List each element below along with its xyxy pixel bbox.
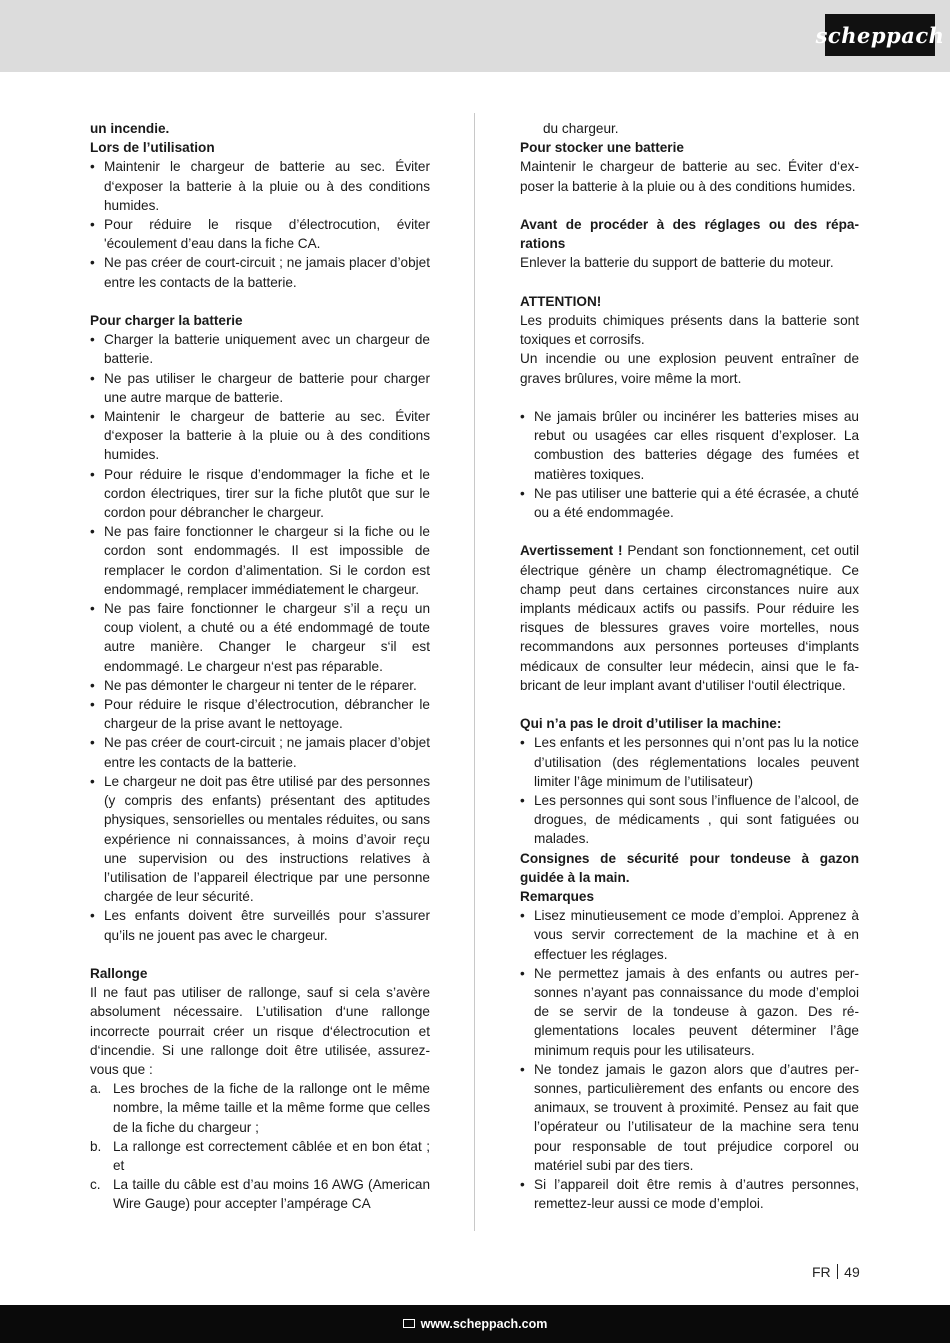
list-item: • Ne jamais brûler ou incinérer les batteries mises au rebut ou usagées car elles risquent d’exploser. La combustion des batteries dégage des fumées et matières toxiques. bbox=[520, 407, 859, 484]
section-title-adjustments: Avant de procéder à des réglages ou des réparations bbox=[520, 217, 859, 252]
list-marker: c. bbox=[90, 1177, 101, 1193]
list-item: • Ne permettez jamais à des enfants ou autres personnes n’ayant pas connaissance du mode d’emploi de se servir de la tondeuse à gazon. Des réglementations locales peuvent déterminer l’âge minimum requis pour les utilisateurs. bbox=[520, 964, 859, 1060]
list-item: • Ne pas faire fonctionner le chargeur si la fiche ou le cordon sont endommagés. Il est impossible de remplacer le cordon d’alimentation. Si le cordon est endommagé, remplacer immédiatement le chargeur. bbox=[90, 522, 430, 599]
list-marker: b. bbox=[90, 1138, 102, 1154]
warning-paragraph bbox=[520, 541, 859, 695]
section-title-charging: Pour charger la batterie bbox=[90, 313, 243, 329]
attention-text: Un incendie ou une explosion peuvent entraîner de graves brûlures, voire même la mort. bbox=[520, 351, 859, 386]
continued-text: du chargeur. bbox=[543, 121, 619, 136]
list-item: • Ne pas créer de court-circuit ; ne jamais placer d’objet entre les contacts de la batterie. bbox=[90, 253, 430, 291]
adjustments-text: Enlever la batterie du support de batterie du moteur. bbox=[520, 255, 834, 271]
list-item bbox=[90, 1137, 430, 1175]
list-item: • Ne pas faire fonctionner le chargeur s’il a reçu un coup violent, a chuté ou a été endommagé de toute autre manière. Changer le chargeur s‘il est endommagé. Le chargeur n‘est pas réparable. bbox=[90, 599, 430, 676]
section-subtitle-remarks: Remarques bbox=[520, 889, 595, 905]
list-item: • Ne pas utiliser le chargeur de batterie pour charger une autre marque de batterie. bbox=[90, 369, 430, 407]
page-separator bbox=[837, 1264, 839, 1279]
list-item: • Les enfants doivent être surveillés pour s’assurer qu’ils ne jouent pas avec le chargeur. bbox=[90, 906, 430, 944]
scheppach-logo: scheppach bbox=[825, 14, 935, 56]
monitor-icon bbox=[403, 1319, 415, 1328]
list-item: • Pour réduire le risque d’électrocution, éviter 'écoulement d’eau dans la fiche CA. bbox=[90, 215, 430, 253]
list-item: • Le chargeur ne doit pas être utilisé par des personnes (y compris des enfants) présentant des aptitudes physiques, sensorielles ou mentales réduites, ou sans expérience ni connaissances, à moins d’avoir reçu une supervision ou des instructions relatives à l’utilisation de l’appareil électrique par une personne chargée de leur sécurité. bbox=[90, 772, 430, 906]
attention-list bbox=[520, 407, 859, 522]
section-title-mower-safety: Consignes de sécurité pour tondeuse à gazon guidée à la main. bbox=[520, 850, 859, 885]
usage-list bbox=[90, 157, 430, 291]
continued-text: un incendie. bbox=[90, 121, 170, 136]
warning-lead: Avertissement ! bbox=[520, 543, 623, 559]
attention-text: Les produits chimiques présents dans la batterie sont toxiques et corrosifs. bbox=[520, 313, 859, 348]
list-item bbox=[90, 1175, 430, 1213]
section-title-usage: Lors de l’utilisation bbox=[90, 140, 215, 156]
storage-text: Maintenir le chargeur de batterie au sec. Éviter d‘exposer la batterie à la pluie ou à des conditions humides. bbox=[520, 159, 859, 194]
right-column bbox=[520, 119, 859, 1214]
list-item: • Pour réduire le risque d’électrocution, débrancher le chargeur de la prise avant le nettoyage. bbox=[90, 695, 430, 733]
language-code: FR bbox=[812, 1264, 831, 1280]
list-item: • Maintenir le chargeur de batterie au sec. Éviter d‘exposer la batterie à la pluie ou à des conditions humides. bbox=[90, 157, 430, 215]
list-item: • Maintenir le chargeur de batterie au sec. Éviter d‘exposer la batterie à la pluie ou à des conditions humides. bbox=[90, 407, 430, 465]
list-item: • Ne pas créer de court-circuit ; ne jamais placer d’objet entre les contacts de la batterie. bbox=[90, 733, 430, 771]
charging-list bbox=[90, 330, 430, 945]
list-item-text: La taille du câble est d’au moins 16 AWG (American Wire Gauge) pour accepter l’ampérage CA bbox=[113, 1177, 430, 1212]
section-title-restrictions: Qui n’a pas le droit d’utiliser la machine: bbox=[520, 716, 782, 732]
list-item: • Charger la batterie uniquement avec un chargeur de batterie. bbox=[90, 330, 430, 368]
list-item bbox=[90, 1079, 430, 1137]
list-item: • Lisez minutieusement ce mode d’emploi. Apprenez à vous servir correctement de la machine et à en effectuer les réglages. bbox=[520, 906, 859, 964]
list-item: • Les enfants et les personnes qui n’ont pas lu la notice d’utilisation (des réglementations locales peuvent limiter l’âge minimum de l’utilisateur) bbox=[520, 733, 859, 791]
list-item: • Ne pas utiliser une batterie qui a été écrasée, a chuté ou a été endommagée. bbox=[520, 484, 859, 522]
list-marker: a. bbox=[90, 1081, 102, 1097]
warning-text: Pendant son fonctionnement, cet outil électrique génère un champ électromagnétique. Ce champ peut dans certaines circonstances nuire aux implants médicaux actifs ou passifs. Pour réduire les risques de blessures graves voire mortelles, nous recommandons aux personnes porteuses d‘implants médicaux de consulter leur médecin, ainsi que le fabricant de leur implant avant d‘utiliser l‘outil électrique. bbox=[520, 543, 859, 693]
page-number bbox=[812, 1264, 860, 1280]
restrictions-list bbox=[520, 733, 859, 848]
section-title-storage: Pour stocker une batterie bbox=[520, 140, 684, 156]
list-item: • Ne pas démonter le chargeur ni tenter de le réparer. bbox=[90, 676, 430, 695]
section-title-attention: ATTENTION! bbox=[520, 293, 602, 309]
page-header bbox=[0, 0, 950, 72]
list-item: • Pour réduire le risque d’endommager la fiche et le cordon électriques, tirer sur la fiche plutôt que sur le cordon pour débrancher le chargeur. bbox=[90, 465, 430, 523]
list-item: • Les personnes qui sont sous l’influence de l’alcool, de drogues, de médicaments , qui sont fatiguées ou malades. bbox=[520, 791, 859, 849]
column-divider bbox=[474, 113, 475, 1231]
section-title-extension: Rallonge bbox=[90, 965, 148, 981]
page-number-value: 49 bbox=[844, 1264, 860, 1280]
remarks-list bbox=[520, 906, 859, 1213]
list-item-text: Les broches de la fiche de la rallonge ont le même nombre, la même taille et la même forme que celles de la fiche du chargeur ; bbox=[113, 1081, 430, 1135]
page-footer bbox=[0, 1305, 950, 1343]
left-column bbox=[90, 119, 430, 1214]
footer-url[interactable]: www.scheppach.com bbox=[420, 1317, 548, 1331]
list-item-text: La rallonge est correctement câblée et en bon état ; et bbox=[113, 1138, 430, 1173]
list-item: • Ne tondez jamais le gazon alors que d’autres personnes, particulièrement des enfants ou encore des animaux, se trouvent à proximité. Pensez au fait que l’opérateur ou l’utilisateur de la machine sera tenu pour responsable de tout préjudice corporel ou matériel subi par des tiers. bbox=[520, 1060, 859, 1175]
extension-text: Il ne faut pas utiliser de rallonge, sauf si cela s’avère absolument nécessaire. L’utilisation d‘une rallonge incorrecte pourrait créer un risque d‘électrocution et d‘incendie. Si une rallonge doit être utilisée, assurez-vous que : bbox=[90, 985, 430, 1077]
extension-list bbox=[90, 1079, 430, 1213]
list-item: • Si l’appareil doit être remis à d’autres personnes, remettez-leur aussi ce mode d’emploi. bbox=[520, 1175, 859, 1213]
